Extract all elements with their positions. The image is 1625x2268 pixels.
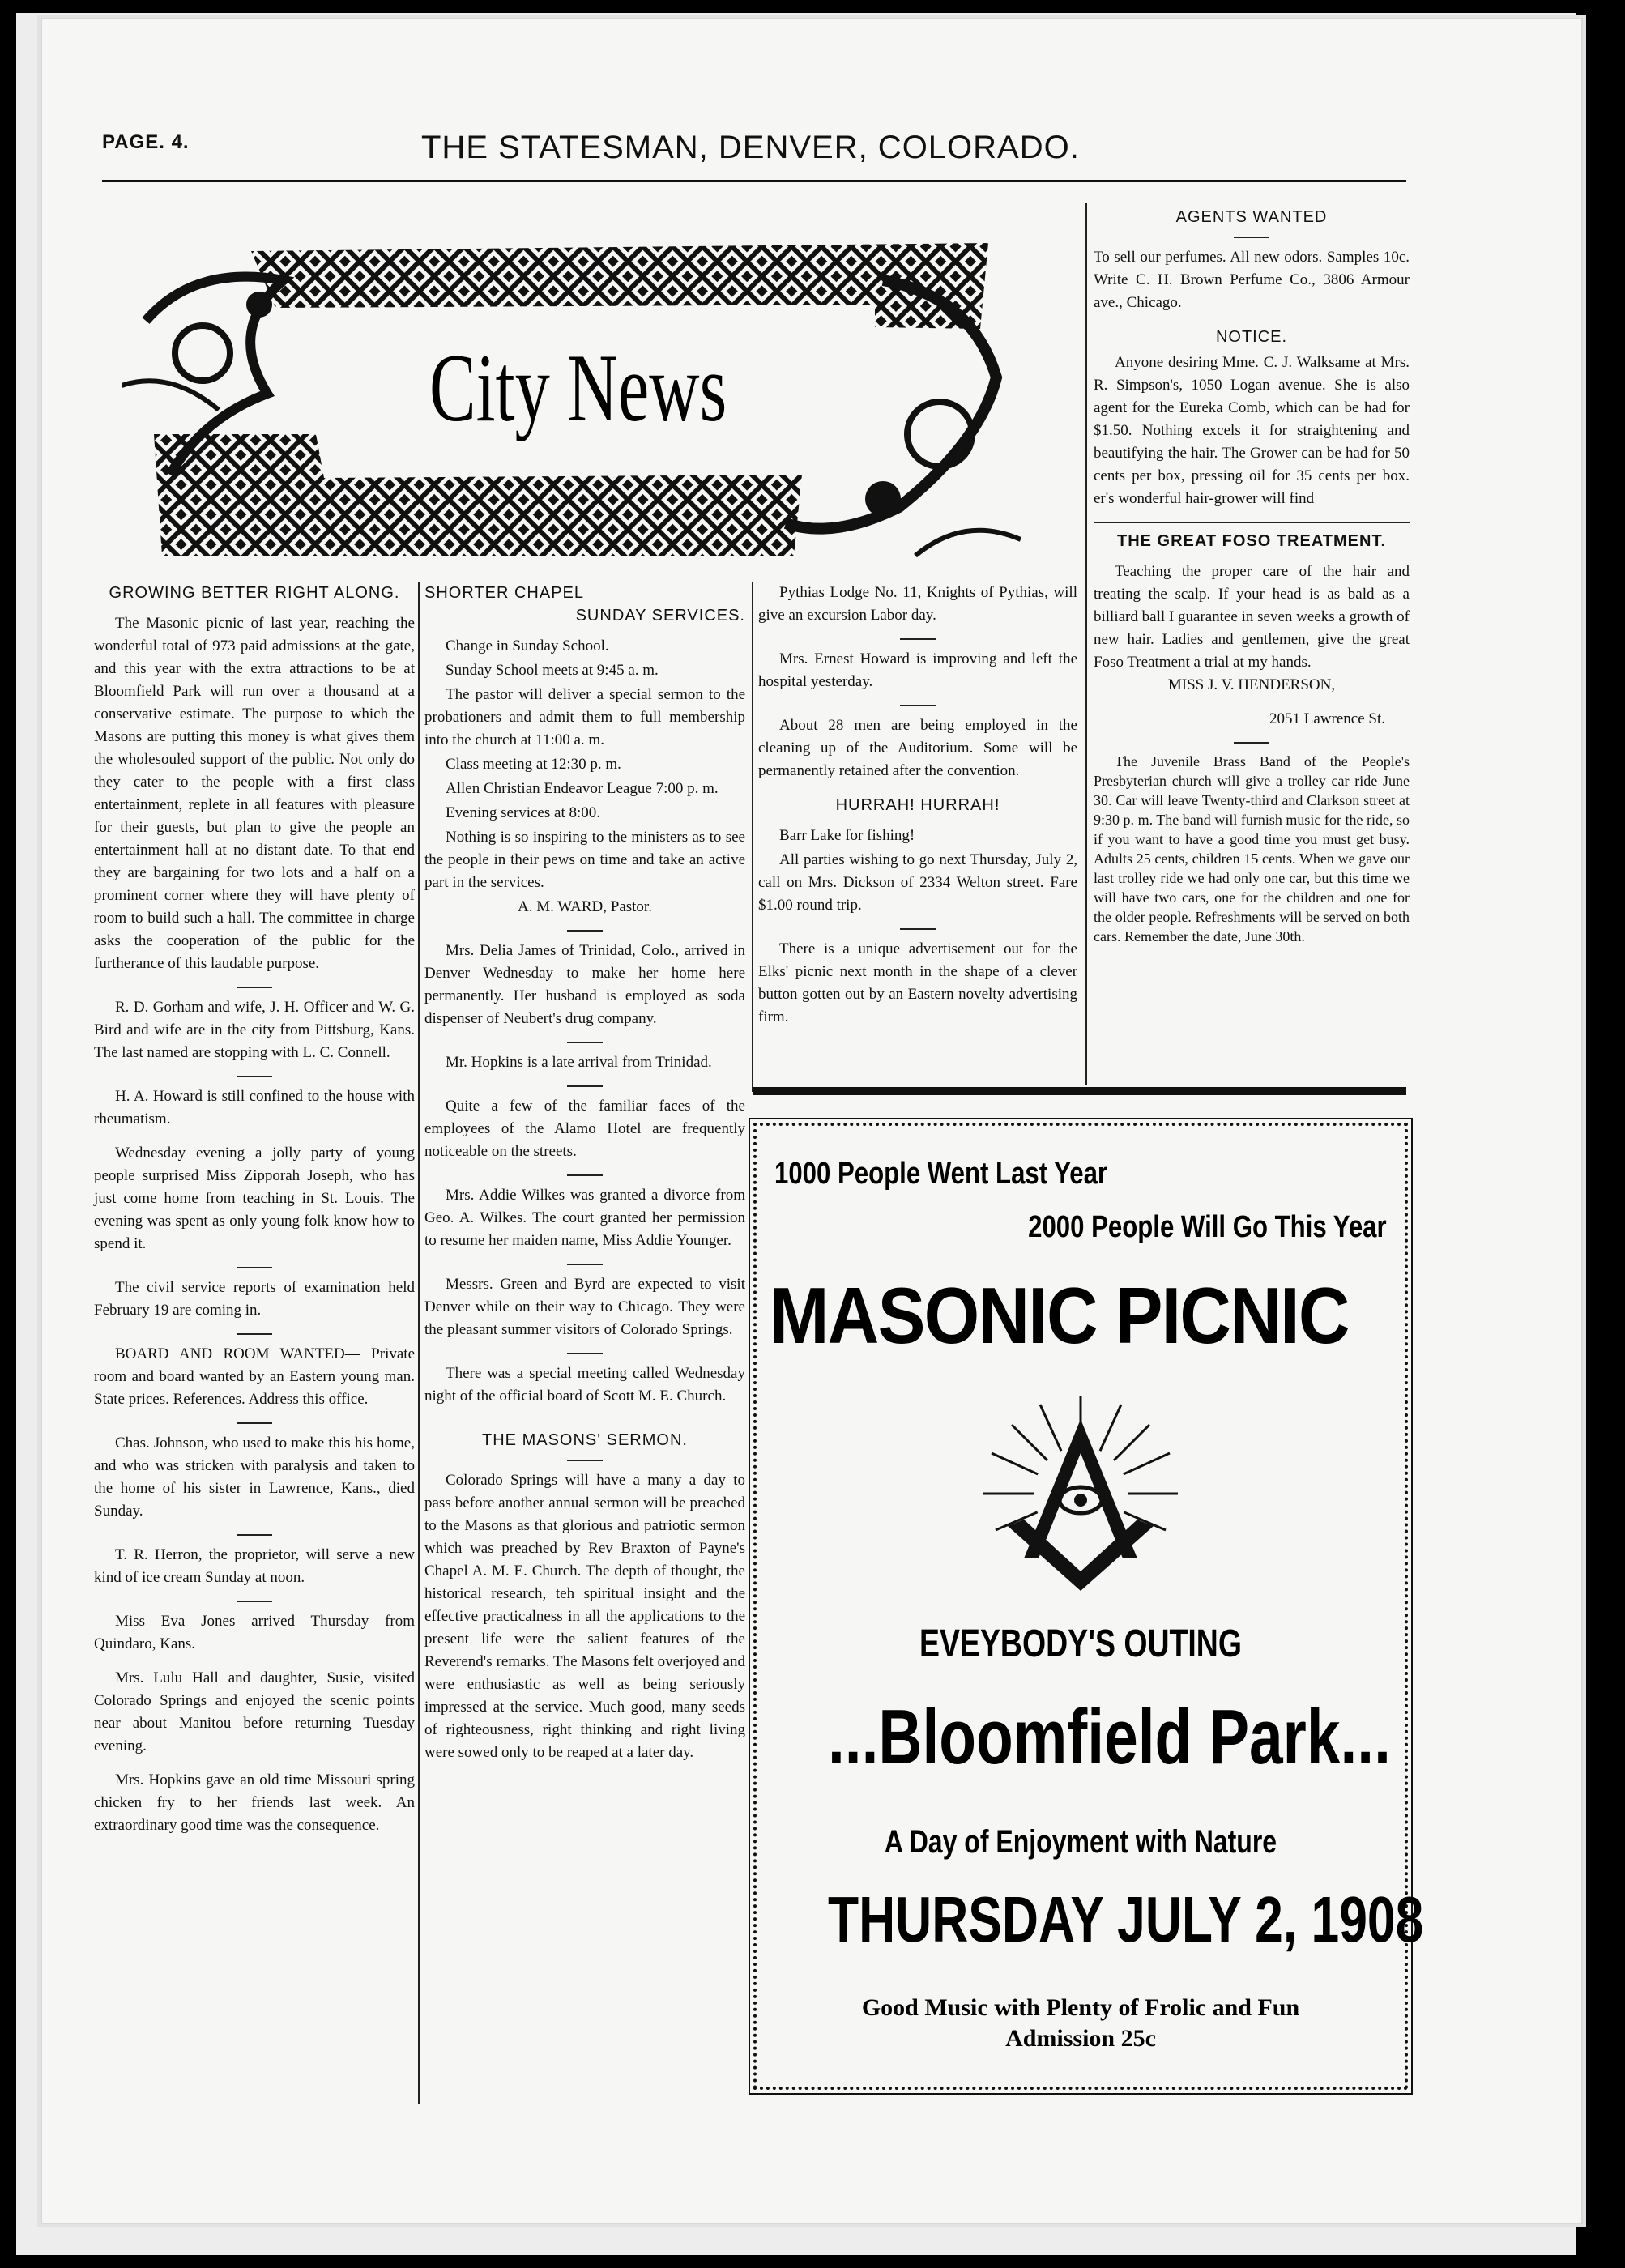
separator [237,1333,272,1335]
separator [237,1267,272,1268]
column-rule [418,582,420,2104]
news-item: Mr. Hopkins is a late arrival from Trinidad. [446,1054,712,1071]
article-text: Colorado Springs will have a many a day to pass before another annual sermon will be preached to the Masons as that glorious and patriotic sermon which was preached by Rev Braxton of Payne's Chapel A. M. E. Church. The depth of thought, the historical research, teh spiritual insight and the effective practicalness in all the applications to the present life were the salient features of the Reverend's remarks. The Masons felt overjoyed and were enthusiastic as well as being seriously impressed at the service. Much good, many seeds of righteousness, right thinking and right living were sowed only to be reaped at a later day. [424,1472,745,1761]
ad-line: 2000 People Will Go This Year [1028,1210,1387,1244]
column-3 [758,582,1077,1040]
news-item: About 28 men are being employed in the cleaning up of the Auditorium. Some will be permanently retained after the convention. [758,717,1077,779]
ad-text: Teaching the proper care of the hair and treating the scalp. If your head is as bald as a billiard ball I guarantee in seven weeks a growth of new hair. Ladies and gentlemen, give the great Foso Treatment a trial at my hands. [1094,563,1410,671]
news-item: H. A. Howard is still confined to the house with rheumatism. [94,1088,415,1128]
ad-heading: NOTICE. [1215,328,1288,346]
news-item: Miss Eva Jones arrived Thursday from Quindaro, Kans. [94,1613,415,1652]
separator [567,1174,603,1176]
ad-heading: AGENTS WANTED [1175,208,1328,226]
page-number: PAGE. 4. [102,131,190,153]
service-item: Allen Christian Endeavor League 7:00 p. m. [446,780,719,797]
ad-line: 1000 People Went Last Year [774,1157,1108,1191]
article-heading: HURRAH! HURRAH! [835,796,1000,814]
ad-date: THURSDAY JULY 2, 1908 [828,1883,1424,1955]
classified-ad: BOARD AND ROOM WANTED— Private room and board wanted by an Eastern young man. State prices. References. Address this office. [94,1345,415,1408]
separator [567,930,603,932]
signature: A. M. WARD, Pastor. [518,898,652,915]
ad-top-rule [753,1087,1406,1095]
news-item: Mrs. Lulu Hall and daughter, Susie, visited Colorado Springs and enjoyed the scenic points near about Manitou before returning Tuesday evening. [94,1669,415,1754]
service-item: Class meeting at 12:30 p. m. [446,756,621,773]
ad-headline: MASONIC PICNIC [770,1271,1349,1360]
news-item: The Juvenile Brass Band of the People's Presbyterian church will give a trolley car ride June 30. Car will leave Twenty-third and Clarkson street at 9:30 p. m. The band will furnish music for the ride, so if you want to have a good time you must get busy. Adults 25 cents, children 15 cents. When we gave our last trolley ride we had only one car, but this time we will have two cars, one for the children and one for the older people. Refreshments will be served on both cars. Remember the date, June 30th. [1094,753,1410,944]
news-item: There was a special meeting called Wednesday night of the official board of Scott M. E. Church. [424,1365,745,1405]
separator [1234,237,1269,238]
separator [567,1460,603,1461]
ad-line: Admission 25c [1005,2025,1156,2052]
separator [237,987,272,988]
service-item: Evening services at 8:00. [446,804,601,821]
separator [1234,742,1269,744]
column-2 [424,582,745,1776]
ad-text: To sell our perfumes. All new odors. Samples 10c. Write C. H. Brown Perfume Co., 3806 Armour ave., Chicago. [1094,249,1410,311]
separator [567,1353,603,1354]
separator [237,1076,272,1077]
ad-line: ...Bloomfield Park... [828,1694,1391,1780]
separator [567,1042,603,1043]
news-item: Chas. Johnson, who used to make this his home, and who was stricken with paralysis and taken to the home of his sister in Lawrence, Kans., died Sunday. [94,1435,415,1520]
separator [237,1601,272,1602]
separator [237,1422,272,1424]
news-item: Mrs. Delia James of Trinidad, Colo., arrived in Denver Wednesday to make her home here permanently. Her husband is employed as soda dispenser of Neubert's drug company. [424,942,745,1027]
news-item: All parties wishing to go next Thursday, July 2, call on Mrs. Dickson of 2334 Welton street. Fare $1.00 round trip. [758,851,1077,914]
news-item: Wednesday evening a jolly party of young people surprised Miss Zipporah Joseph, who has just come home from teaching in St. Louis. The evening was spent as only young folk know how to spend it. [94,1145,415,1252]
separator [900,928,936,930]
separator [900,638,936,640]
news-item: Mrs. Ernest Howard is improving and left the hospital yesterday. [758,650,1077,690]
ad-heading: THE GREAT FOSO TREATMENT. [1094,522,1410,552]
column-1 [94,582,415,1848]
separator [567,1264,603,1265]
masonic-picnic-ad [753,1123,1424,2090]
article-heading: SHORTER CHAPEL [424,584,585,602]
column-rule [752,582,753,1092]
news-item: Pythias Lodge No. 11, Knights of Pythias, will give an excursion Labor day. [758,584,1077,624]
service-item: Change in Sunday School. [446,637,609,654]
news-item: T. R. Herron, the proprietor, will serve a new kind of ice cream Sunday at noon. [94,1546,415,1586]
news-item: R. D. Gorham and wife, J. H. Officer and W. G. Bird and wife are in the city from Pittsburg, Kans. The last named are stopping with L. C. Connell. [94,999,415,1061]
news-item: There is a unique advertisement out for the Elks' picnic next month in the shape of a clever button gotten out by an Eastern novelty advertising firm. [758,940,1077,1025]
ad-text: Anyone desiring Mme. C. J. Walksame at Mrs. R. Simpson's, 1050 Logan avenue. She is also agent for the Eureka Comb, which can be had for $1.50. Nothing excels it for straightening and beautifying the hair. The Grower can be had for 50 cents per box, pressing oil for 35 cents per box. er's wonderful hair-grower will find [1094,354,1410,507]
signature: 2051 Lawrence St. [1269,710,1385,727]
news-item: The civil service reports of examination held February 19 are coming in. [94,1279,415,1319]
service-item: The pastor will deliver a special sermon to the probationers and admit them to full membership into the church at 11:00 a. m. [424,686,745,748]
article-heading: GROWING BETTER RIGHT ALONG. [109,584,400,602]
ad-line: EVEYBODY'S OUTING [919,1622,1242,1665]
news-item: Messrs. Green and Byrd are expected to visit Denver while on their way to Chicago. They were the pleasant summer visitors of Colorado Springs. [424,1276,745,1338]
news-item: Mrs. Hopkins gave an old time Missouri spring chicken fry to her friends last week. An extraordinary good time was the consequence. [94,1771,415,1834]
city-news-heading: City News [429,334,727,441]
column-4 [1094,206,1410,957]
news-item: Mrs. Addie Wilkes was granted a divorce from Geo. A. Wilkes. The court granted her permission to resume her maiden name, Miss Addie Younger. [424,1187,745,1249]
ad-line: A Day of Enjoyment with Nature [884,1824,1277,1860]
service-item: Sunday School meets at 9:45 a. m. [446,662,659,679]
article-heading: THE MASONS' SERMON. [482,1431,688,1449]
news-item: Quite a few of the familiar faces of the employees of the Alamo Hotel are frequently noticeable on the streets. [424,1098,745,1160]
article-text: The Masonic picnic of last year, reaching the wonderful total of 973 paid admissions at the gate, and this year with the extra attractions to be at Bloomfield Park will run over a thousand at a conservative estimate. The purpose to which the Masons are putting this money is what gives them the wholesouled support of the public. Not only do they cater to the people with a first class entertainment, replete in all features with pleasure for their guests, but plan to give the people an entertainment hall at no distant date. To that end they are bargaining for two lots and a half on a prominent corner where they will have plenty of room to build such a hall. The committee in charge asks the cooperation of the public for the furtherance of this laudable purpose. [94,615,415,972]
ad-line: Good Music with Plenty of Frolic and Fun [861,1994,1300,2021]
masonic-emblem-icon [975,1396,1186,1599]
signature: MISS J. V. HENDERSON, [1167,676,1336,693]
column-rule [1085,202,1087,1085]
news-item: Barr Lake for fishing! [779,827,915,844]
article-heading: SUNDAY SERVICES. [575,607,745,625]
separator [900,705,936,706]
separator [237,1534,272,1536]
masthead-rule [102,180,1406,182]
service-item: Nothing is so inspiring to the ministers as to see the people in their pews on time and take an active part in the services. [424,829,745,891]
newspaper-title: THE STATESMAN, DENVER, COLORADO. [421,130,1080,165]
separator [567,1085,603,1087]
